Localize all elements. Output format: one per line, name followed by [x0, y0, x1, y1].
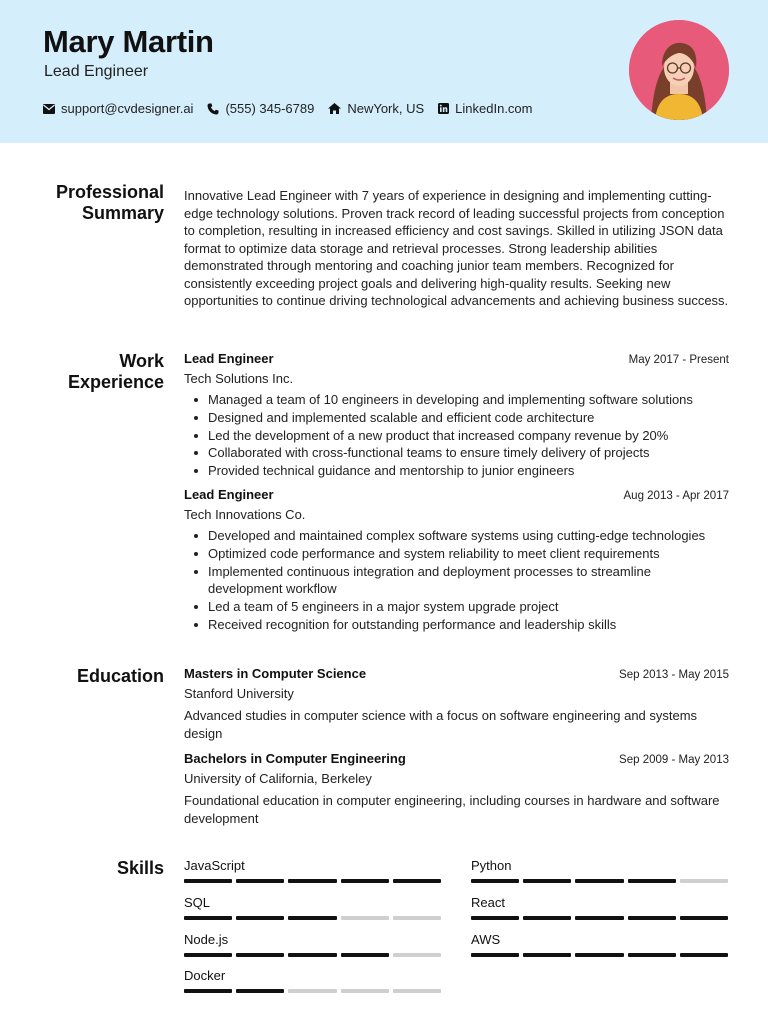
skill-segment-filled [236, 989, 284, 993]
skill-segment-filled [471, 879, 519, 883]
skill-item [184, 858, 441, 883]
education-header [184, 665, 729, 685]
resume-header [0, 0, 768, 143]
skill-segment-filled [341, 879, 389, 883]
section-title-work [24, 351, 164, 393]
skill-segment-filled [288, 916, 336, 920]
skill-item [471, 858, 728, 883]
job-entry [184, 350, 729, 480]
skill-segment-filled [184, 953, 232, 957]
skill-item [184, 932, 441, 957]
skill-level-bar [471, 879, 728, 883]
skill-segment-filled [288, 953, 336, 957]
contact-phone[interactable] [207, 101, 314, 116]
skill-segment-filled [393, 879, 441, 883]
skill-name: JavaScript [184, 858, 245, 873]
skill-name: Node.js [184, 932, 229, 947]
skill-segment-filled [628, 916, 676, 920]
skill-segment-filled [184, 989, 232, 993]
location-text: NewYork, US [347, 101, 425, 116]
skill-level-bar [471, 916, 728, 920]
job-date: Aug 2013 - Apr 2017 [623, 490, 729, 502]
skill-segment-empty [341, 989, 389, 993]
list-item: Developed and maintained complex software systems using cutting-edge technologies [184, 527, 729, 545]
skill-name: Python [471, 858, 512, 873]
skill-segment-filled [523, 879, 571, 883]
education-date: Sep 2013 - May 2015 [619, 669, 729, 681]
section-title-line: Summary [81, 203, 164, 223]
skill-segment-filled [523, 953, 571, 957]
section-title-education [24, 666, 164, 687]
skill-segment-filled [236, 879, 284, 883]
skill-name: React [471, 895, 505, 910]
skill-segment-filled [471, 953, 519, 957]
skill-segment-filled [628, 953, 676, 957]
job-title: Lead Engineer [184, 487, 274, 502]
education-entry [184, 750, 729, 827]
section-title-line: Skills [116, 858, 164, 878]
candidate-name: Mary Martin [43, 24, 214, 59]
contact-location [328, 101, 424, 116]
list-item: Implemented continuous integration and deployment processes to streamline development workflow [184, 563, 729, 599]
list-item: Provided technical guidance and mentorship to junior engineers [184, 462, 729, 480]
list-item: Designed and implemented scalable and efficient code architecture [184, 409, 729, 427]
summary-text: Innovative Lead Engineer with 7 years of experience in designing and implementing cutting-edge technology solutions. Proven track record of leading successful projects from conception to completion, resulting in increased efficiency and cost savings. Skilled in utilizing JSON data format to optimize data storage and retrieval processes. Strong leadership abilities demonstrated through mentoring and coaching junior team members. Recognized for consistently exceeding project goals and delivering high-quality results. Seeking new opportunities to continue driving technological advancements and achieving business success. [184, 188, 729, 308]
linkedin-text: LinkedIn.com [455, 101, 533, 116]
skill-segment-filled [575, 879, 623, 883]
education-header [184, 750, 729, 770]
skill-level-bar [471, 953, 728, 957]
linkedin-icon [438, 103, 449, 114]
skill-level-bar [184, 953, 441, 957]
section-title-line: Experience [67, 372, 164, 392]
job-bullets [184, 391, 729, 480]
skill-name: Docker [184, 968, 226, 983]
education-description: Advanced studies in computer science with a focus on software engineering and systems design [184, 708, 698, 741]
section-title-skills [24, 858, 164, 879]
home-icon [328, 103, 341, 114]
job-date: May 2017 - Present [628, 354, 729, 366]
list-item: Collaborated with cross-functional teams to ensure timely delivery of projects [184, 444, 729, 462]
skill-segment-filled [236, 916, 284, 920]
company-name: Tech Innovations Co. [184, 506, 306, 522]
skill-segment-filled [471, 916, 519, 920]
skill-segment-filled [628, 879, 676, 883]
skill-segment-empty [288, 989, 336, 993]
phone-icon [207, 103, 219, 115]
skill-item [184, 895, 441, 920]
skill-segment-filled [341, 953, 389, 957]
list-item: Led a team of 5 engineers in a major system upgrade project [184, 598, 729, 616]
contact-email[interactable] [43, 101, 193, 116]
section-title-line: Professional [55, 182, 164, 202]
job-title: Lead Engineer [184, 351, 274, 366]
skill-segment-filled [575, 916, 623, 920]
school-name: Stanford University [184, 685, 294, 701]
skill-segment-empty [393, 953, 441, 957]
skill-segment-filled [236, 953, 284, 957]
degree-title: Bachelors in Computer Engineering [184, 751, 406, 766]
skill-segment-filled [288, 879, 336, 883]
school-name: University of California, Berkeley [184, 770, 372, 786]
degree-title: Masters in Computer Science [184, 666, 367, 681]
skill-item [184, 968, 441, 993]
skill-segment-filled [680, 953, 728, 957]
job-entry [184, 486, 729, 634]
job-header [184, 486, 729, 506]
education-description: Foundational education in computer engineering, including courses in hardware and software development [184, 793, 720, 826]
education-entry [184, 665, 729, 742]
email-text: support@cvdesigner.ai [61, 101, 194, 116]
skill-segment-empty [680, 879, 728, 883]
skill-level-bar [184, 989, 441, 993]
skill-segment-empty [393, 916, 441, 920]
section-title-summary [24, 182, 164, 224]
list-item: Received recognition for outstanding performance and leadership skills [184, 616, 729, 634]
job-header [184, 350, 729, 370]
skill-item [471, 895, 728, 920]
contact-list [43, 101, 547, 116]
skill-level-bar [184, 916, 441, 920]
section-title-line: Work [119, 351, 164, 371]
skill-segment-empty [341, 916, 389, 920]
skill-segment-filled [184, 916, 232, 920]
skill-segment-filled [184, 879, 232, 883]
section-title-line: Education [76, 666, 164, 686]
job-bullets [184, 527, 729, 634]
education-date: Sep 2009 - May 2013 [619, 754, 729, 766]
skill-segment-empty [393, 989, 441, 993]
list-item: Managed a team of 10 engineers in developing and implementing software solutions [184, 391, 729, 409]
skill-segment-filled [575, 953, 623, 957]
list-item: Led the development of a new product that increased company revenue by 20% [184, 427, 729, 445]
skill-name: SQL [184, 895, 211, 910]
skill-item [471, 932, 728, 957]
skill-level-bar [184, 879, 441, 883]
company-name: Tech Solutions Inc. [184, 370, 294, 386]
profile-photo [629, 20, 729, 120]
skill-segment-filled [680, 916, 728, 920]
avatar [629, 20, 729, 120]
list-item: Optimized code performance and system reliability to meet client requirements [184, 545, 729, 563]
envelope-icon [43, 104, 55, 114]
phone-text: (555) 345-6789 [225, 101, 315, 116]
skill-segment-filled [523, 916, 571, 920]
skill-name: AWS [471, 932, 501, 947]
contact-linkedin[interactable] [438, 101, 532, 116]
candidate-role: Lead Engineer [44, 63, 149, 80]
